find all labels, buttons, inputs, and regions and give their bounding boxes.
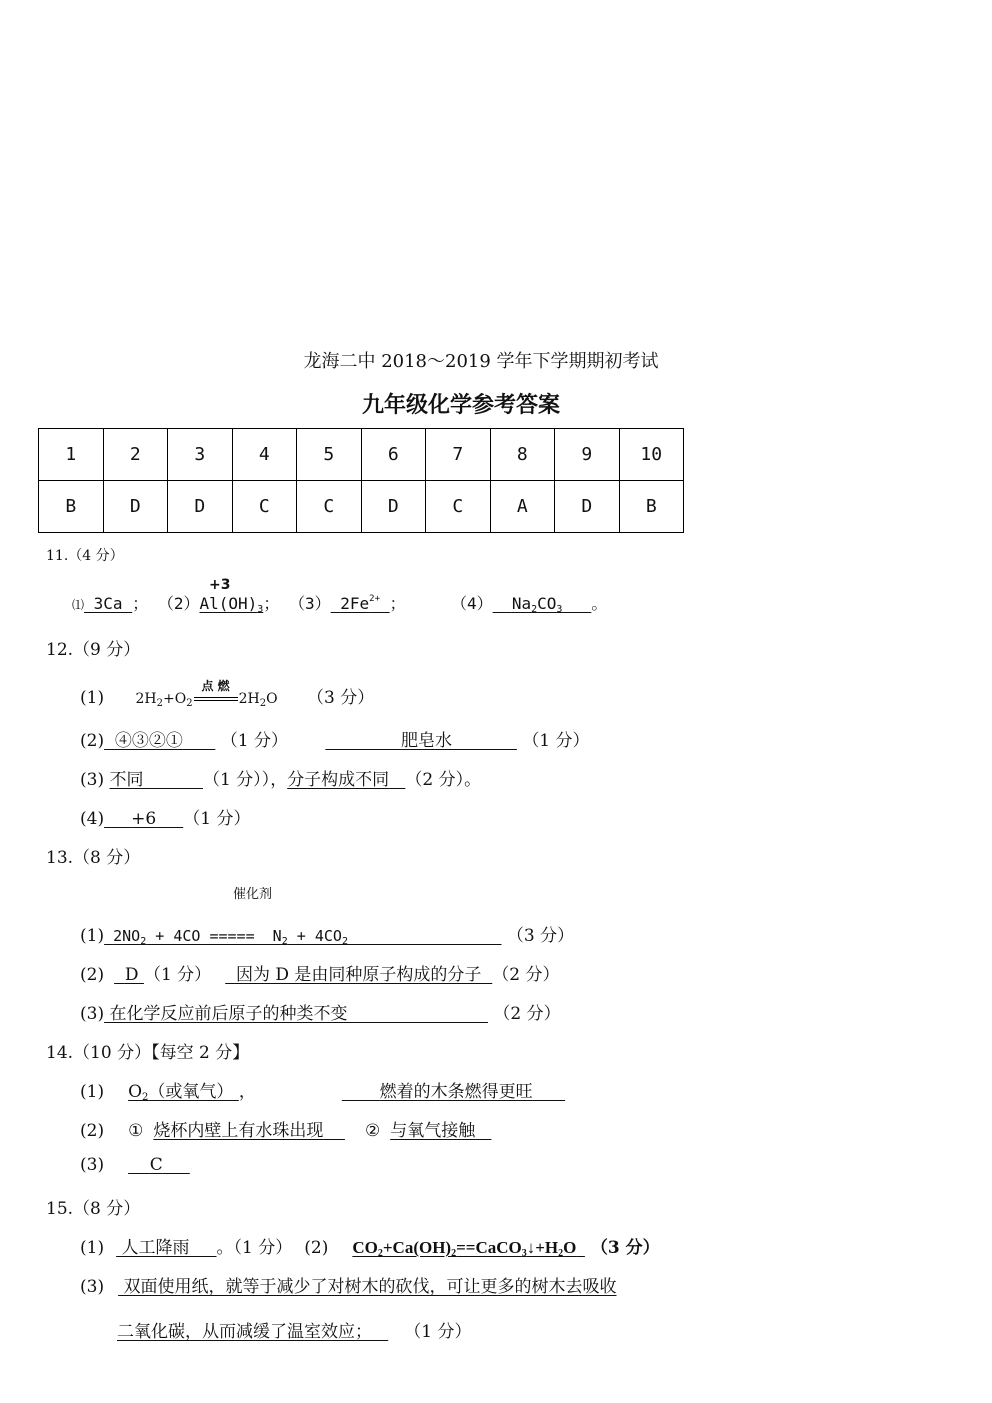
q12-answer-2a [104, 731, 215, 751]
part-label: (3) [80, 1155, 105, 1175]
part-label: (2) [80, 1121, 105, 1141]
answer-text: 二氧化碳，从而减缓了温室效应； [117, 1322, 372, 1342]
part-label: (2) [80, 965, 105, 985]
table-cell: 3 [168, 429, 233, 481]
table-cell: 2 [103, 429, 168, 481]
formula-text: Na [511, 594, 532, 613]
page-title: 九年级化学参考答案 [361, 393, 560, 418]
subscript: 2 [140, 936, 147, 947]
score: （2 分） [493, 1004, 561, 1024]
superscript: 2+ [369, 594, 380, 604]
table-cell: C [426, 481, 491, 533]
table-cell: 9 [555, 429, 620, 481]
equation-water [135, 679, 278, 709]
formula-text: O [563, 1238, 577, 1257]
score: 。（1 分） [216, 1238, 293, 1258]
q11-valence-mark: +3 [209, 577, 231, 593]
part-label: (1) [80, 1082, 105, 1102]
q13-line-1 [80, 921, 574, 947]
formula-text: O [266, 691, 278, 707]
q13-answer-2a [114, 965, 144, 985]
formula-text: + 4CO [287, 927, 342, 945]
part-label: (3) [80, 1277, 105, 1297]
table-cell: D [168, 481, 233, 533]
score: （1 分） [522, 731, 590, 751]
q11-answer-2 [199, 594, 263, 613]
subscript: 2 [156, 698, 163, 709]
q12-answer-2b [325, 731, 517, 751]
q11-answer-3 [331, 594, 390, 613]
answer-text: D [124, 965, 139, 985]
table-row-answers [39, 481, 684, 533]
table-cell: A [490, 481, 555, 533]
q12-line-2 [80, 726, 590, 751]
answer-text: 人工降雨 [121, 1238, 190, 1258]
q14-answer-1a [128, 1082, 239, 1102]
q12-line-3 [80, 765, 481, 790]
subscript: 2 [259, 698, 267, 709]
answer-text: 不同 [109, 770, 144, 790]
score: （1 分） [143, 965, 212, 985]
q13-line-2 [80, 960, 559, 985]
reaction-arrow [193, 679, 239, 707]
formula-text: + 4CO ===== N [146, 927, 282, 945]
q12-line-1 [80, 679, 375, 709]
table-cell: C [232, 481, 297, 533]
q14-heading: 14.（10 分）【每空 2 分】 [46, 1043, 250, 1063]
score: （3 分） [590, 1238, 660, 1258]
answer-text: 与氧气接触 [390, 1121, 476, 1141]
formula-text: O [128, 1082, 143, 1102]
table-cell: D [361, 481, 426, 533]
answer-text: 烧杯内壁上有水珠出现 [153, 1121, 324, 1141]
q15-equation [352, 1238, 585, 1257]
q13-line-3 [80, 999, 561, 1024]
score: （1 分） [404, 1322, 472, 1342]
separator: ； [263, 594, 280, 613]
q13-answer-2b [225, 965, 492, 985]
formula-text: 2Fe [340, 594, 370, 613]
table-cell: D [555, 481, 620, 533]
subscript: 2 [377, 1248, 383, 1259]
table-cell: B [619, 481, 684, 533]
q14-line-2 [80, 1116, 491, 1141]
formula-text: 2H [238, 691, 260, 707]
score: （1 分） [183, 809, 251, 829]
q12-answer-4 [104, 809, 183, 829]
table-cell: 5 [297, 429, 362, 481]
q14-answer-3 [128, 1155, 190, 1175]
table-row-numbers [39, 429, 684, 481]
table-cell: B [39, 481, 104, 533]
score: （1 分） [220, 731, 288, 751]
answer-text: （或氧气） [148, 1082, 234, 1102]
subscript: 2 [558, 1248, 564, 1259]
q13-heading: 13.（8 分） [46, 848, 141, 868]
answer-text: 燃着的木条燃得更旺 [379, 1082, 533, 1102]
q15-answer-3 [118, 1277, 616, 1297]
q11-answer-1: 3Ca [84, 594, 133, 613]
q14-answer-1b [342, 1082, 565, 1102]
answer-text: +6 [131, 809, 157, 829]
part-label: (2) [304, 1238, 329, 1258]
part-label: (3) [80, 1004, 105, 1024]
q12-line-4 [80, 804, 250, 829]
separator: 。 [591, 594, 608, 613]
score: （3 分） [306, 688, 375, 708]
q12-answer-3b [287, 770, 405, 790]
q11-part4-label: （4） [450, 594, 493, 613]
q15-line-3 [117, 1317, 471, 1342]
table-cell: 7 [426, 429, 491, 481]
part-label: (1) [80, 1238, 105, 1258]
subscript: 2 [451, 1248, 457, 1259]
catalyst-label: 催化剂 [233, 887, 273, 902]
separator: ， [238, 1082, 256, 1102]
formula-text: +Ca(OH) [382, 1238, 452, 1257]
answer-text: C [149, 1155, 163, 1175]
q11-part1-label: ⑴ [72, 598, 85, 612]
q11-heading: 11.（4 分） [46, 548, 124, 564]
q15-line-1 [80, 1233, 660, 1259]
formula-text: Al(OH) [199, 594, 258, 613]
circled-label: ② [364, 1121, 381, 1141]
answer-text: 肥皂水 [401, 731, 453, 751]
q11-answer-4 [493, 594, 592, 613]
exam-header: 龙海二中 2018～2019 学年下学期期初考试 [303, 351, 659, 372]
q14-line-1 [80, 1077, 565, 1103]
formula-text: 2H [135, 691, 157, 707]
q15-heading: 15.（8 分） [46, 1199, 141, 1219]
answer-text: 在化学反应前后原子的种类不变 [109, 1004, 348, 1024]
table-cell: 4 [232, 429, 297, 481]
subscript: 3 [556, 604, 563, 615]
q12-heading: 12.（9 分） [46, 640, 141, 660]
part-label: (1) [80, 926, 105, 946]
table-cell: 8 [490, 429, 555, 481]
q11-part3-label: （3） [288, 594, 331, 613]
q15-answer-3-continued [117, 1322, 388, 1342]
q13-equation [104, 927, 501, 945]
subscript: 2 [341, 936, 348, 947]
q15-line-2 [80, 1272, 617, 1297]
table-cell: C [297, 481, 362, 533]
part-label: (2) [80, 731, 105, 751]
reaction-condition: 点 燃 [201, 679, 230, 693]
part-label: (1) [80, 688, 105, 708]
score: （2 分）。 [405, 770, 482, 790]
q14-answer-2a [153, 1121, 345, 1141]
formula-text: +O [163, 691, 187, 707]
formula-text: 2NO [113, 927, 141, 945]
table-cell: 10 [619, 429, 684, 481]
subscript: 3 [521, 1248, 527, 1259]
q15-answer-1 [116, 1238, 216, 1258]
table-cell: 1 [39, 429, 104, 481]
formula-text: ==CaCO [456, 1238, 522, 1257]
answer-text: 因为 D 是由同种原子构成的分子 [236, 965, 482, 985]
formula-text: CO [537, 594, 557, 613]
table-cell: 6 [361, 429, 426, 481]
q12-answer-3a [110, 770, 203, 790]
part-label: (4) [80, 809, 105, 829]
q11-part2-label: （2） [157, 594, 200, 613]
answer-text: 双面使用纸，就等于减少了对树木的砍伐，可让更多的树木去吸收 [123, 1277, 617, 1297]
subscript: 2 [281, 936, 288, 947]
score: （1 分）） [202, 770, 271, 790]
subscript: 3 [257, 604, 264, 615]
answer-text: 分子构成不同 [287, 770, 390, 790]
q14-line-3 [80, 1155, 190, 1175]
q14-answer-2b [390, 1121, 491, 1141]
table-cell: D [103, 481, 168, 533]
subscript: 2 [142, 1092, 149, 1103]
circled-label: ① [128, 1121, 144, 1141]
separator: ， [270, 770, 288, 790]
separator: ； [132, 594, 149, 613]
score: （3 分） [506, 926, 575, 946]
subscript: 2 [186, 698, 193, 709]
part-label: (3) [80, 770, 105, 790]
score: （2 分） [492, 965, 560, 985]
subscript: 2 [531, 604, 538, 615]
q11-answers [72, 591, 607, 615]
formula-text: CO [352, 1238, 378, 1257]
separator: ； [389, 594, 406, 613]
answer-text: ④③②① [114, 731, 183, 751]
q13-answer-3 [104, 1004, 488, 1024]
formula-text: ↓+H [526, 1238, 559, 1257]
answer-table [38, 428, 684, 533]
